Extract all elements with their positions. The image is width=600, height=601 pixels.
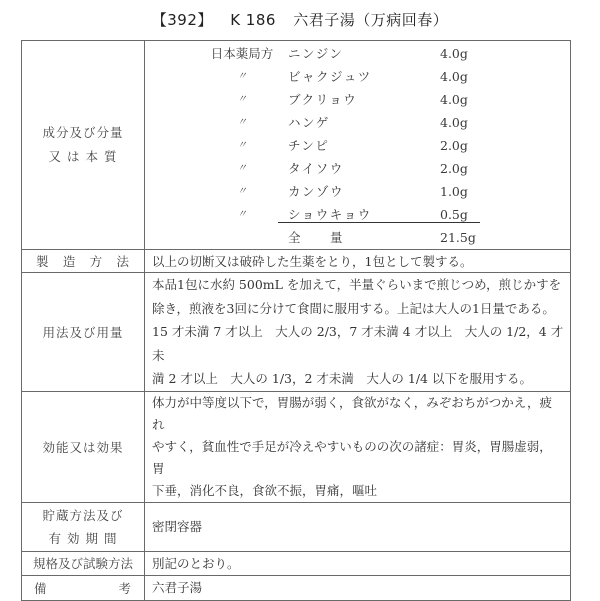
efficacy-label: 効能又は効果	[22, 391, 145, 502]
ingredients-label-line1: 成分及び分量	[42, 125, 124, 140]
specs-text: 別記のとおり。	[145, 551, 571, 576]
ingredients-row	[22, 41, 571, 250]
page-title	[0, 9, 600, 30]
storage-label: 貯蔵方法及び 有 効 期 間	[22, 502, 145, 551]
formula-name: 六君子湯（万病回春）	[293, 11, 449, 29]
manufacturing-text: 以上の切断又は破砕した生薬をとり，1包として製する。	[145, 250, 571, 273]
ingredients-label	[22, 41, 145, 250]
remarks-label: 備 考	[22, 576, 145, 601]
ingredients-list: 日本薬局方 ニンジン 4.0g 〃 ビャクジュツ 4.0g 〃 ブクリョウ 4.0g 〃 ハンゲ 4.0g 〃 チンピ 2.0g 〃 タイソウ 2.0g 〃 カンゾウ 1.0g 〃 ショウキョウ 0.5g 全 量 21.5g	[145, 41, 571, 250]
specs-label: 規格及び試験方法	[22, 551, 145, 576]
usage-row	[22, 273, 571, 392]
manufacturing-row	[22, 250, 571, 273]
manufacturing-label: 製 造 方 法	[22, 250, 145, 273]
specs-row	[22, 551, 571, 576]
storage-text: 密閉容器	[145, 502, 571, 551]
efficacy-row	[22, 391, 571, 502]
formula-code: K 186	[230, 11, 276, 29]
usage-text: 本品1包に水約 500mL を加えて，半量ぐらいまで煎じつめ，煎じかすを 除き，煎液を3回に分けて食間に服用する。上記は大人の1日量である。 15 才未満 7 才以上 大人の 2/3，7 才未満 4 才以上 大人の 1/2，4 才未 満 2 才以上 大人の 1/3，2 才未満 大人の 1/4 以下を服用する。	[145, 273, 571, 392]
total-divider-line	[278, 222, 480, 223]
remarks-text: 六君子湯	[145, 576, 571, 601]
storage-row	[22, 502, 571, 551]
usage-label: 用法及び用量	[22, 273, 145, 392]
formula-spec-table	[21, 40, 571, 601]
efficacy-text: 体力が中等度以下で，胃腸が弱く，食欲がなく，みぞおちがつかえ，疲れ やすく，貧血性で手足が冷えやすいものの次の諸症：胃炎，胃腸虚弱，胃 下垂，消化不良，食欲不振，胃痛，嘔吐	[145, 391, 571, 502]
formula-number: 【392】	[151, 11, 213, 29]
ingredients-label-line2: 又 は 本 質	[48, 149, 118, 164]
remarks-row	[22, 576, 571, 601]
